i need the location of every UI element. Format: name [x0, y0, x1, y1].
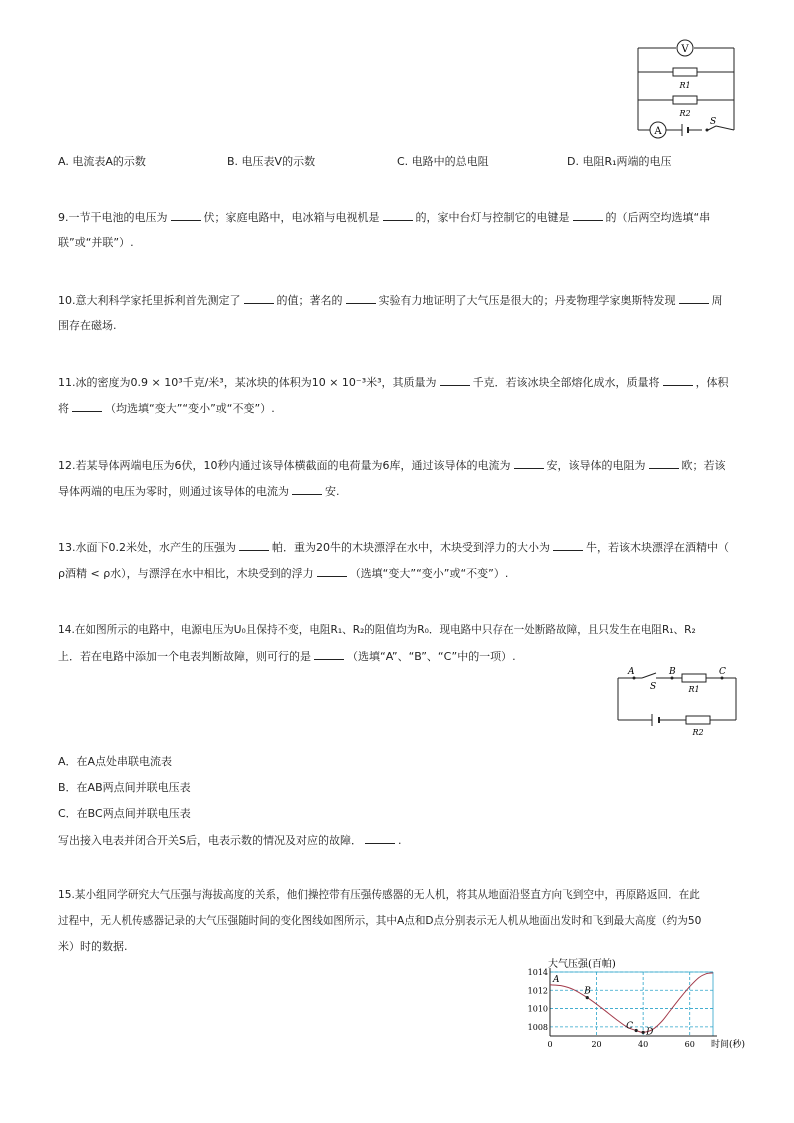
q8-circuit-diagram — [630, 36, 740, 136]
q14-circuit-diagram — [612, 664, 742, 738]
switch-contact — [706, 129, 709, 132]
r2-label: R2 — [679, 109, 691, 118]
q12-text-5: 安. — [325, 485, 340, 498]
r2-resistor — [673, 96, 697, 104]
q10-blank-3[interactable] — [679, 293, 709, 304]
q13-text-1: 13.水面下0.2米处，水产生的压强为 — [58, 541, 236, 554]
q13-text-4: ρ酒精 < ρ水），与漂浮在水中相比，木块受到的浮力 — [58, 567, 314, 580]
q14-line-1: 14.在如图所示的电路中，电源电压为U₀且保持不变，电阻R₁、R₂的阻值均为R₀．现电路中只存在一处断路故障，且只发生在电阻R₁、R₂ — [58, 624, 696, 636]
y-tick-label-1: 1012 — [527, 986, 548, 996]
q13-line-2 — [58, 566, 508, 581]
q10-line-2: 围存在磁场. — [58, 319, 117, 332]
q8-option-d: D. 电阻R₁两端的电压 — [567, 155, 672, 168]
q12-text-1: 12.若某导体两端电压为6伏，10秒内通过该导体横截面的电荷量为6库，通过该导体的电流为 — [58, 459, 511, 472]
q11-line-2 — [58, 401, 275, 416]
q14-option-b: B．在AB两点间并联电压表 — [58, 781, 191, 794]
q10-blank-1[interactable] — [244, 293, 274, 304]
r1-label: R1 — [679, 81, 691, 90]
q13-text-2: 帕．重为20牛的木块漂浮在水中，木块受到浮力的大小为 — [272, 541, 550, 554]
chart-points — [552, 975, 653, 1038]
q14-option-a: A．在A点处串联电流表 — [58, 755, 173, 768]
q10-text-3: 实验有力地证明了大气压是很大的；丹麦物理学家奥斯特发现 — [378, 294, 676, 307]
voltmeter-label: V — [681, 44, 689, 55]
q13-text-3: 牛，若该木块漂浮在酒精中（ — [586, 541, 729, 554]
q15-line-2: 过程中，无人机传感器记录的大气压强随时间的变化图线如图所示，其中A点和D点分别表示无人机从地面出发时和飞到最大高度（约为50 — [58, 915, 702, 927]
q11-blank-3[interactable] — [72, 401, 102, 412]
q11-text-4: 将 — [58, 402, 69, 415]
q10-line-1 — [58, 293, 723, 308]
point-label-c: C — [626, 1021, 634, 1032]
chart-axes — [550, 968, 717, 1036]
point-label-b: B — [584, 986, 591, 997]
pressure-time-chart — [520, 956, 770, 1056]
q14-text-5: . — [397, 834, 402, 847]
q15-line-1: 15.某小组同学研究大气压强与海拔高度的关系，他们操控带有压强传感器的无人机，将其从地面沿竖直方向飞到空中，再原路返回．在此 — [58, 889, 700, 901]
q14-r1-resistor — [682, 674, 706, 682]
q12-text-4: 导体两端的电压为零时，则通过该导体的电流为 — [58, 485, 289, 498]
q9-blank-3[interactable] — [573, 210, 603, 221]
r1-resistor — [673, 68, 697, 76]
q14-r2-resistor — [686, 716, 710, 724]
q11-blank-2[interactable] — [663, 375, 693, 386]
q10-text-2: 的值；著名的 — [276, 294, 343, 307]
q9-blank-1[interactable] — [171, 210, 201, 221]
q10-text-4: 周 — [711, 294, 723, 307]
q14-line-2 — [58, 649, 516, 664]
q12-blank-2[interactable] — [649, 458, 679, 469]
q9-line-1 — [58, 210, 710, 225]
q14-text-3: （选填“A”、“B”、“C”中的一项）. — [347, 650, 516, 663]
q12-blank-1[interactable] — [514, 458, 544, 469]
q14-label-c: C — [719, 667, 726, 677]
q9-line-2: 联”或“并联”）. — [58, 236, 134, 249]
q8-option-b: B. 电压表V的示数 — [227, 155, 316, 168]
q11-blank-1[interactable] — [440, 375, 470, 386]
chart-title: 大气压强(百帕) — [548, 959, 616, 970]
q14-text-4: 写出接入电表并闭合开关S后，电表示数的情况及对应的故障． — [58, 834, 362, 847]
q11-text-1: 11.冰的密度为0.9 × 10³千克/米³，某冰块的体积为10 × 10⁻³米³，其质量为 — [58, 376, 437, 389]
point-label-d: D — [646, 1027, 654, 1038]
q9-text-3: 的，家中台灯与控制它的电键是 — [415, 211, 570, 224]
q12-text-3: 欧；若该 — [681, 459, 726, 472]
q14-r1-label: R1 — [688, 685, 700, 694]
q10-text-1: 10.意大利科学家托里拆利首先测定了 — [58, 294, 241, 307]
q12-text-2: 安，该导体的电阻为 — [546, 459, 646, 472]
switch-label: S — [710, 117, 717, 127]
q14-line-3 — [58, 833, 401, 848]
q12-blank-3[interactable] — [292, 484, 322, 495]
point-label-a: A — [553, 974, 560, 985]
q11-text-2: 千克．若该冰块全部熔化成水，质量将 — [472, 376, 660, 389]
q13-blank-1[interactable] — [239, 540, 269, 551]
q8-option-c: C. 电路中的总电阻 — [397, 155, 489, 168]
q11-text-3: ，体积 — [695, 376, 729, 389]
q13-line-1 — [58, 540, 729, 555]
q15-line-3: 米）时的数据. — [58, 940, 128, 953]
q13-blank-3[interactable] — [317, 566, 347, 577]
ammeter-label: A — [654, 126, 662, 137]
q14-blank-1[interactable] — [314, 649, 344, 660]
q14-text-2: 上．若在电路中添加一个电表判断故障，则可行的是 — [58, 650, 311, 663]
x-tick-label-3: 60 — [684, 1040, 695, 1049]
q14-label-a: A — [628, 667, 635, 677]
q14-r2-label: R2 — [692, 728, 704, 737]
y-tick-label-2: 1010 — [527, 1004, 548, 1014]
q13-text-5: （选填“变大”“变小”或“不变”）. — [349, 567, 509, 580]
q9-blank-2[interactable] — [383, 210, 413, 221]
q10-blank-2[interactable] — [346, 293, 376, 304]
x-tick-label-0: 0 — [547, 1040, 553, 1049]
x-tick-label-1: 20 — [591, 1040, 602, 1049]
q14-option-c: C．在BC两点间并联电压表 — [58, 807, 191, 820]
q8-option-a: A. 电流表A的示数 — [58, 155, 146, 168]
q11-text-5: （均选填“变大”“变小”或“不变”）. — [105, 402, 275, 415]
q12-line-1 — [58, 458, 726, 473]
q11-line-1 — [58, 375, 729, 390]
point-d — [642, 1031, 645, 1034]
y-tick-label-3: 1008 — [527, 1022, 548, 1032]
x-tick-label-2: 40 — [638, 1040, 649, 1049]
point-c — [635, 1029, 638, 1032]
q14-label-s: S — [650, 682, 657, 692]
q9-text-2: 伏；家庭电路中，电冰箱与电视机是 — [203, 211, 380, 224]
q13-blank-2[interactable] — [553, 540, 583, 551]
q9-text-1: 9.一节干电池的电压为 — [58, 211, 168, 224]
y-tick-label-0: 1014 — [527, 968, 548, 977]
chart-xlabel: 时间(秒) — [711, 1040, 746, 1050]
q12-line-2 — [58, 484, 340, 499]
q14-label-b: B — [669, 667, 676, 677]
q9-text-4: 的（后两空均选填“串 — [605, 211, 711, 224]
q14-blank-2[interactable] — [365, 833, 395, 844]
